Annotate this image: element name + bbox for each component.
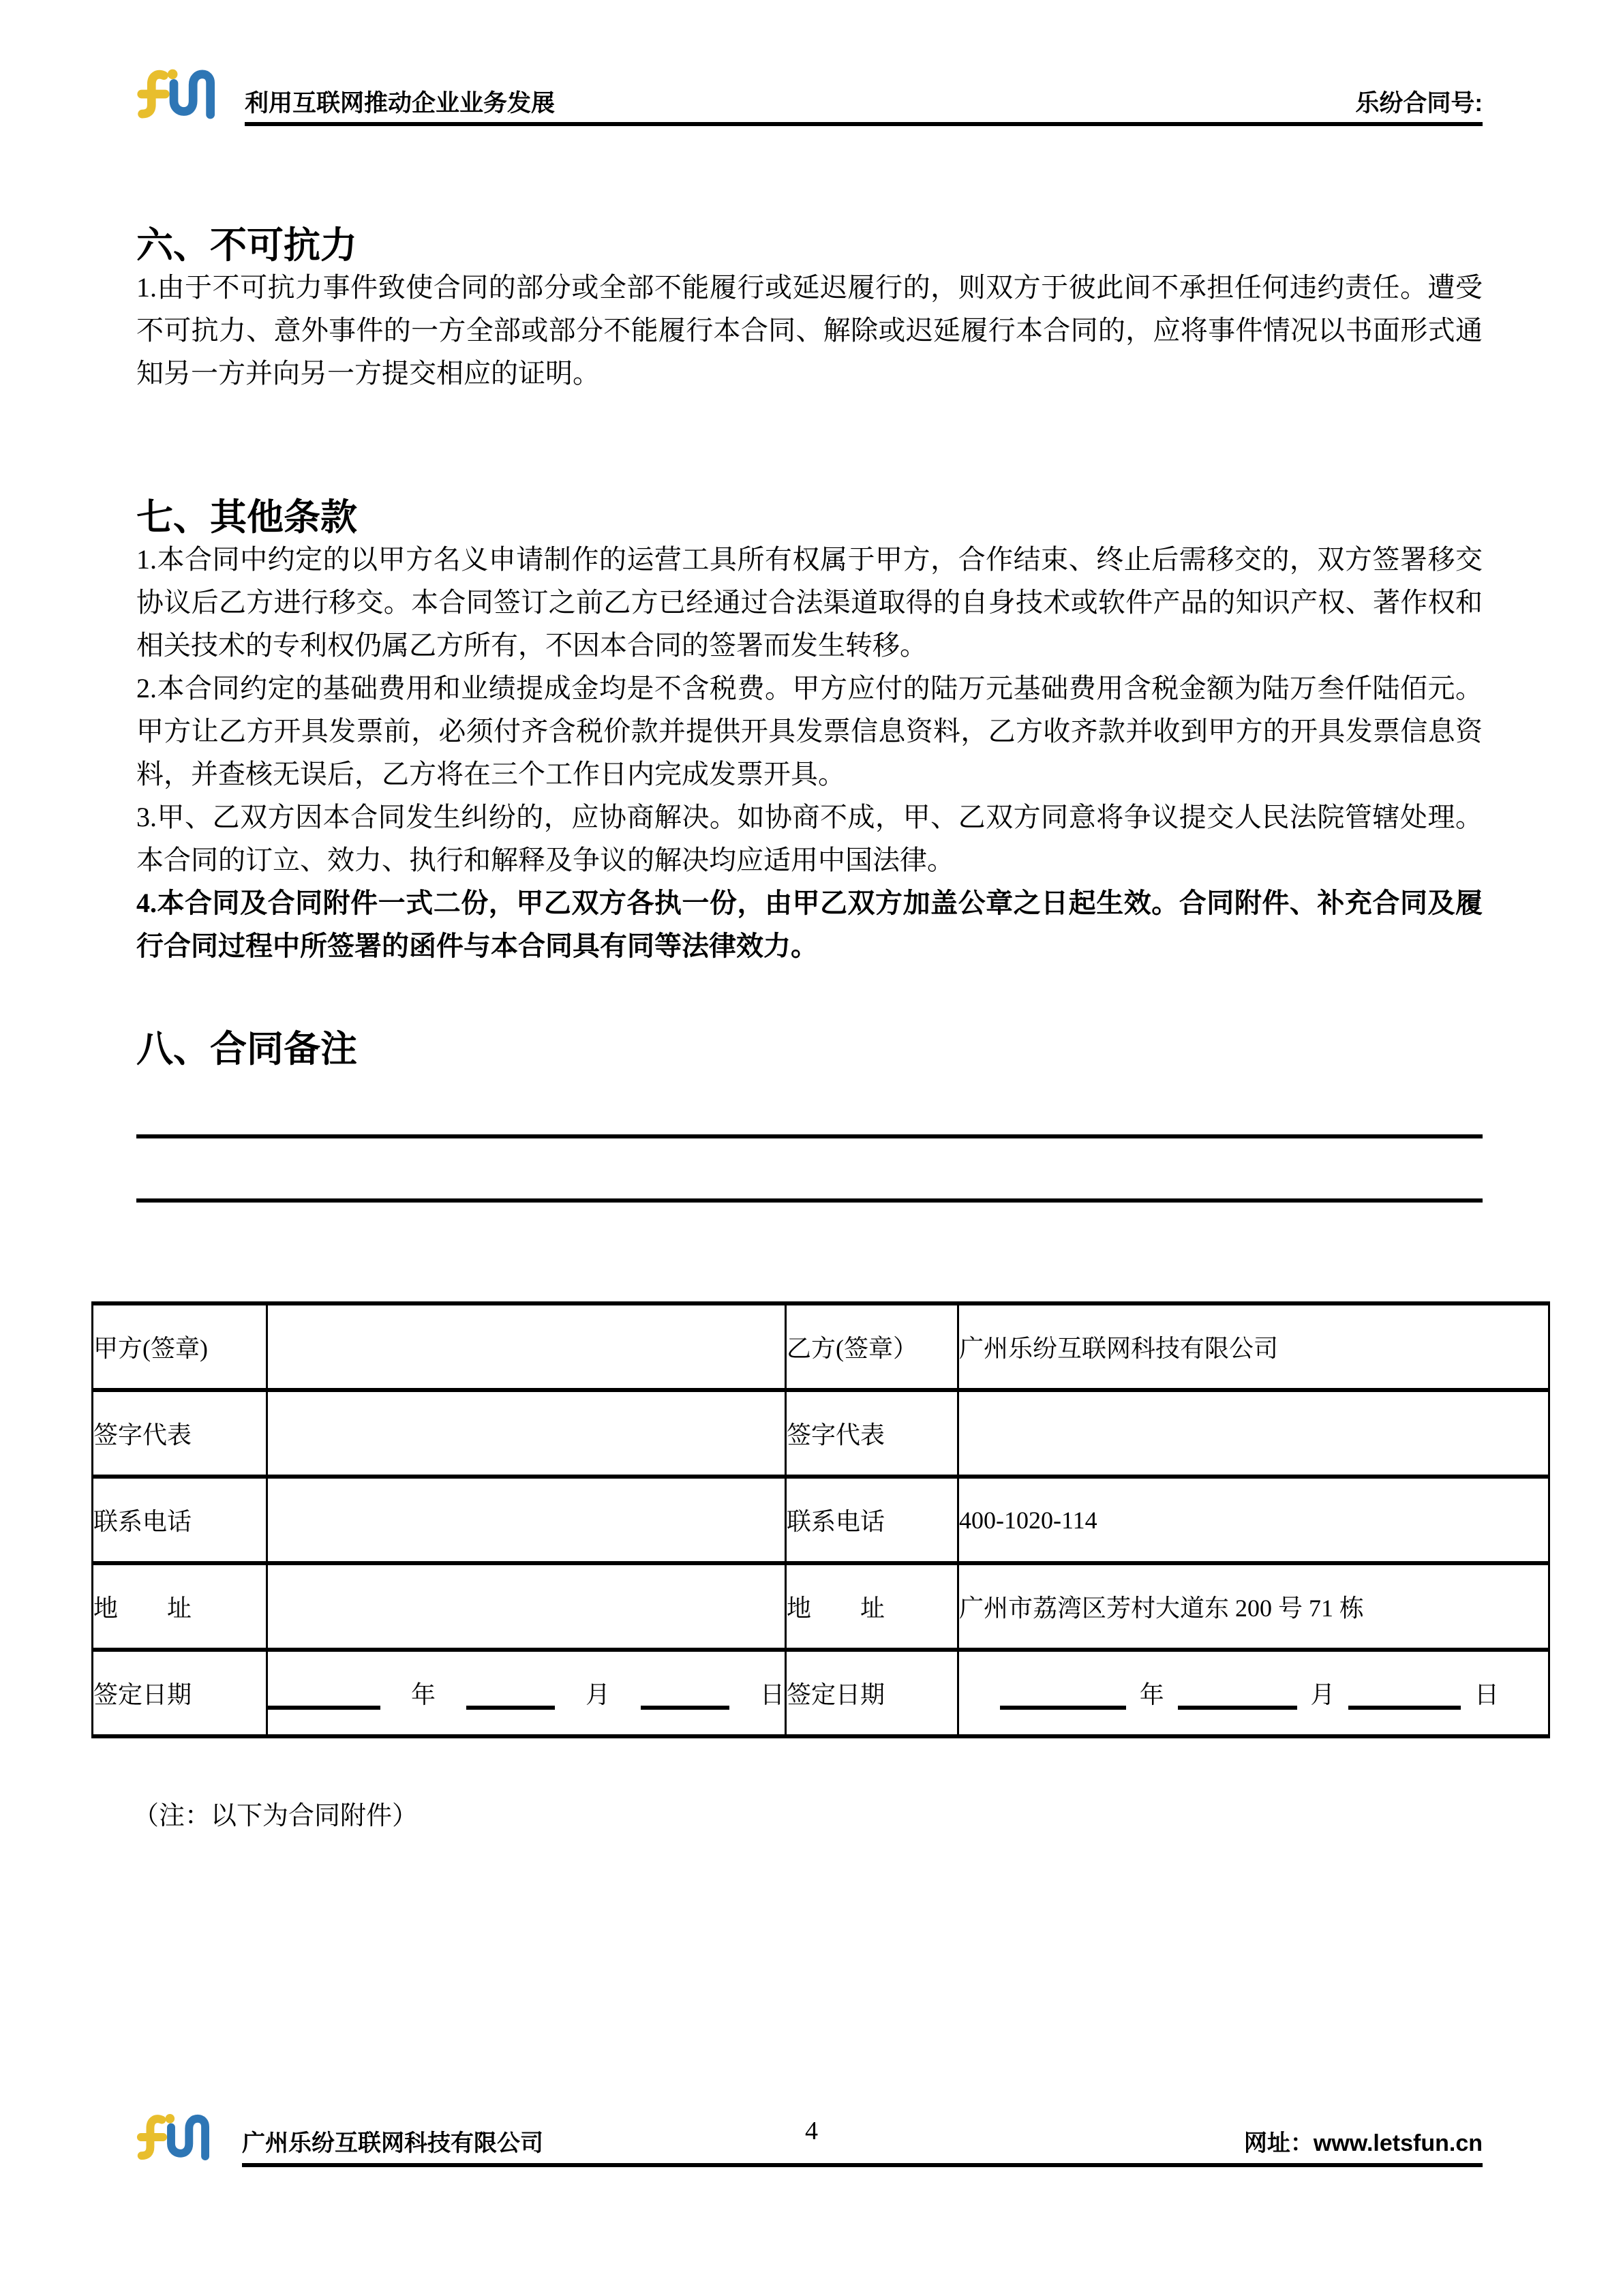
remarks-blank-line-1 (136, 1134, 1483, 1138)
date-blank-day (1348, 1682, 1461, 1710)
table-row-address (93, 1563, 1549, 1650)
day-label: 日 (1474, 1681, 1499, 1708)
month-label: 月 (1310, 1681, 1335, 1708)
party-b-seal-label: 乙方(签章） (786, 1303, 958, 1390)
page-header (133, 65, 1483, 126)
party-b-phone-label: 联系电话 (786, 1477, 958, 1563)
page-number: 4 (805, 2117, 818, 2145)
signature-table (91, 1301, 1550, 1738)
party-b-address-label: 地 址 (786, 1563, 958, 1650)
party-b-seal-value: 广州乐纷互联网科技有限公司 (958, 1303, 1549, 1390)
other-terms-paragraph-3: 3.甲、乙双方因本合同发生纠纷的，应协商解决。如协商不成，甲、乙双方同意将争议提交人民法院管辖处理。本合同的订立、效力、执行和解释及争议的解决均应适用中国法律。 (136, 802, 1483, 875)
footer-website: 网址：www.letsfun.cn (1243, 2130, 1483, 2156)
date-blank-month (466, 1682, 555, 1710)
party-a-seal-label: 甲方(签章) (93, 1303, 267, 1390)
party-a-date-blanks (267, 1650, 786, 1736)
other-terms-paragraph-2: 2.本合同约定的基础费用和业绩提成金均是不含税费。甲方应付的陆万元基础费用含税金额为陆万叁仟陆佰元。甲方让乙方开具发票前，必须付齐含税价款并提供开具发票信息资料，乙方收齐款并收到甲方的开具发票信息资料，并查核无误后，乙方将在三个工作日内完成发票开具。 (136, 673, 1483, 789)
party-b-date-blanks (958, 1650, 1549, 1736)
remarks-blank-line-2 (136, 1198, 1483, 1203)
other-terms-paragraph-4-bold: 4.本合同及合同附件一式二份，甲乙双方各执一份，由甲乙双方加盖公章之日起生效。合同附件、补充合同及履行合同过程中所签署的函件与本合同具有同等法律效力。 (136, 888, 1483, 961)
party-a-seal-value (267, 1303, 786, 1390)
party-b-address-value: 广州市荔湾区芳村大道东 200 号 71 栋 (958, 1563, 1549, 1650)
party-a-rep-value (267, 1390, 786, 1477)
letsfun-logo-icon (133, 65, 215, 126)
header-slogan: 利用互联网推动企业业务发展 (245, 89, 556, 117)
day-label: 日 (759, 1681, 785, 1708)
date-blank-year (268, 1682, 380, 1710)
table-row-representative (93, 1390, 1549, 1477)
party-a-phone-label: 联系电话 (93, 1477, 267, 1563)
contract-number-label: 乐纷合同号: (1355, 89, 1483, 117)
party-b-rep-value (958, 1390, 1549, 1477)
table-row-sign-date (93, 1650, 1549, 1736)
table-row-phone (93, 1477, 1549, 1563)
party-a-address-value (267, 1563, 786, 1650)
party-a-phone-value (267, 1477, 786, 1563)
force-majeure-paragraph: 1.由于不可抗力事件致使合同的部分或全部不能履行或延迟履行的，则双方于彼此间不承担任何违约责任。遭受不可抗力、意外事件的一方全部或部分不能履行本合同、解除或迟延履行本合同的，应将事件情况以书面形式通知另一方并向另一方提交相应的证明。 (136, 272, 1483, 389)
year-label: 年 (1139, 1681, 1164, 1708)
header-rule (245, 91, 1483, 127)
table-row-seal (93, 1303, 1549, 1390)
section-title-force-majeure: 六、不可抗力 (136, 225, 357, 266)
year-label: 年 (410, 1681, 436, 1708)
party-b-date-label: 签定日期 (786, 1650, 958, 1736)
party-b-rep-label: 签字代表 (786, 1390, 958, 1477)
month-label: 月 (585, 1681, 610, 1708)
party-a-date-label: 签定日期 (93, 1650, 267, 1736)
attachment-note: （注：以下为合同附件） (133, 1802, 419, 1830)
contract-body (93, 225, 1499, 1832)
date-blank-day (641, 1682, 729, 1710)
footer-company-name: 广州乐纷互联网科技有限公司 (242, 2130, 543, 2156)
party-a-rep-label: 签字代表 (93, 1390, 267, 1477)
other-terms-paragraph-1: 1.本合同中约定的以甲方名义申请制作的运营工具所有权属于甲方，合作结束、终止后需移交的，双方签署移交协议后乙方进行移交。本合同签订之前乙方已经通过合法渠道取得的自身技术或软件产品的知识产权、著作权和相关技术的专利权仍属乙方所有，不因本合同的签署而发生转移。 (136, 544, 1483, 661)
section-title-other-terms: 七、其他条款 (136, 497, 357, 538)
section-title-remarks: 八、合同备注 (136, 1029, 357, 1070)
date-blank-year (1000, 1682, 1126, 1710)
party-b-phone-value: 400-1020-114 (958, 1477, 1549, 1563)
date-blank-month (1178, 1682, 1297, 1710)
party-a-address-label: 地 址 (93, 1563, 267, 1650)
